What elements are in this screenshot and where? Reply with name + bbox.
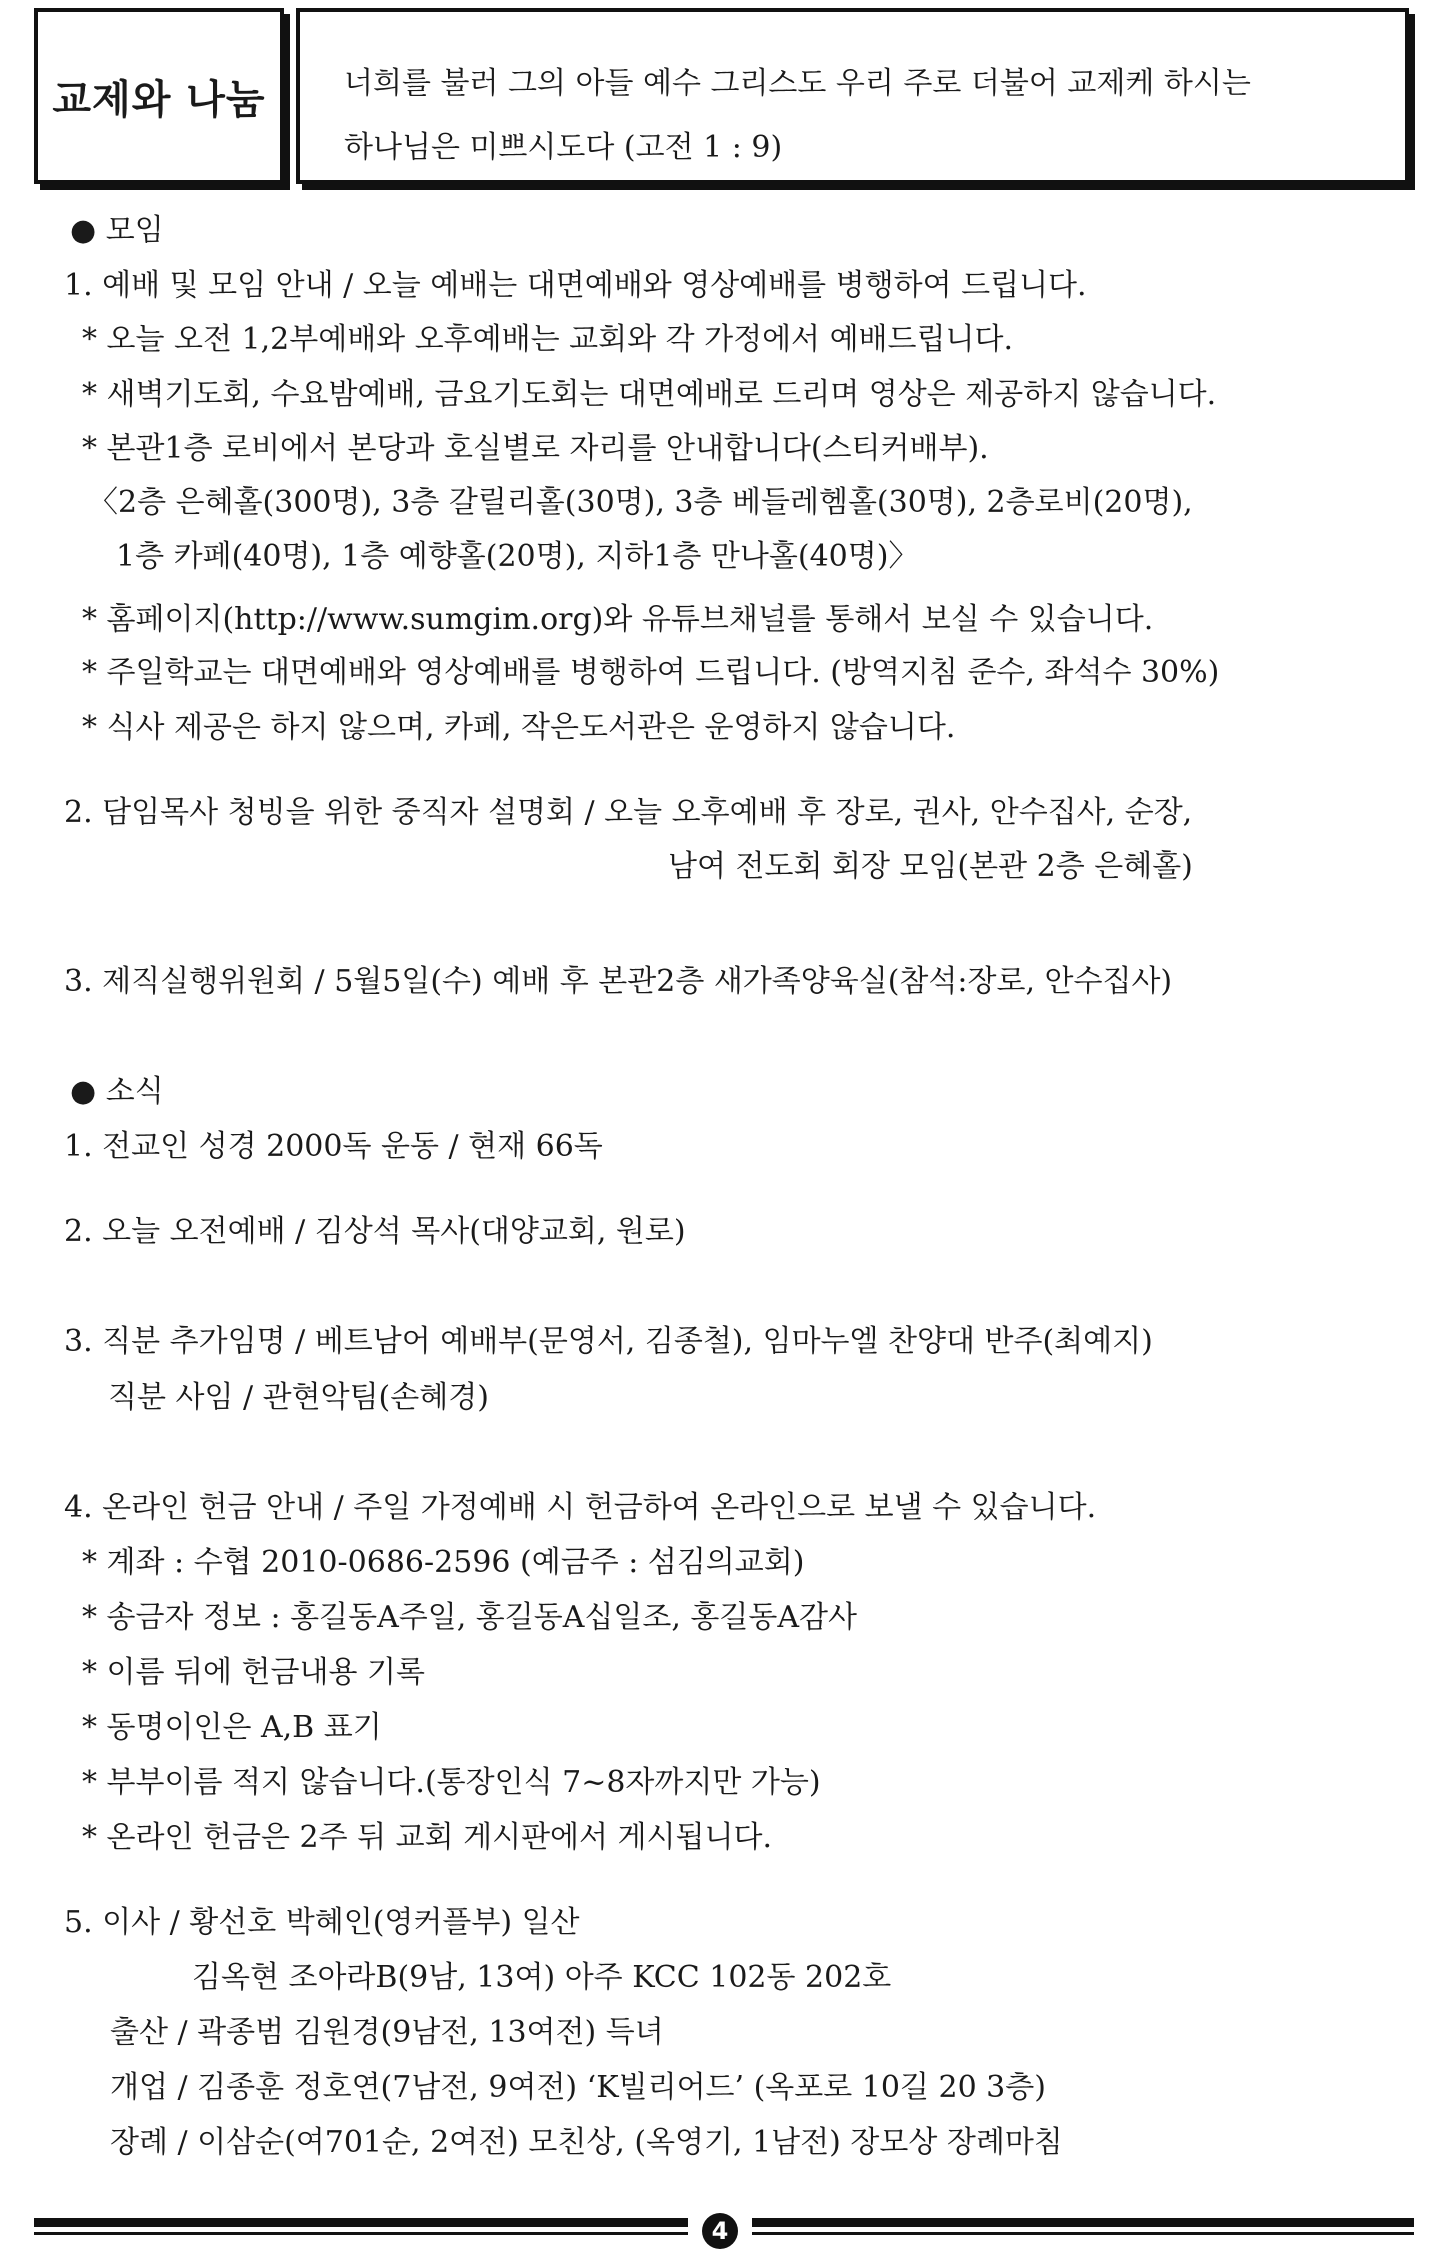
news-item-4-title: 4. 온라인 헌금 안내 / 주일 가정예배 시 헌금하여 온라인으로 보낼 수 있습니다. [64,1490,1097,1525]
scripture-line-1: 너희를 불러 그의 아들 예수 그리스도 우리 주로 더불어 교제케 하시는 [344,66,1251,101]
section-title-box [34,8,284,184]
news-item-5-line: 김옥현 조아라B(9남, 13여) 아주 KCC 102동 202호 [192,1960,892,1995]
news-item-5-line: 개업 / 김종훈 정호연(7남전, 9여전) ‘K빌리어드’ (옥포로 10길 20 3층) [110,2070,1046,2105]
news-item-4-note: * 송금자 정보 : 홍길동A주일, 홍길동A십일조, 홍길동A감사 [82,1600,857,1635]
meeting-item-1-note: * 새벽기도회, 수요밤예배, 금요기도회는 대면예배로 드리며 영상은 제공하지 않습니다. [82,377,1217,412]
meeting-item-2-line-2: 남여 전도회 회장 모임(본관 2층 은혜홀) [668,849,1193,884]
meeting-item-1-note: 1층 카페(40명), 1층 예향홀(20명), 지하1층 만나홀(40명)〉 [116,539,919,574]
meeting-item-3: 3. 제직실행위원회 / 5월5일(수) 예배 후 본관2층 새가족양육실(참석:장로, 안수집사) [64,964,1173,999]
scripture-line-2: 하나님은 미쁘시도다 (고전 1 : 9) [344,130,783,165]
page-number: 4 [702,2213,738,2249]
news-item-4-note: * 이름 뒤에 헌금내용 기록 [82,1655,425,1690]
news-item-4-note: * 온라인 헌금은 2주 뒤 교회 게시판에서 게시됩니다. [82,1820,772,1855]
meetings-heading: ● 모임 [70,213,164,248]
news-item-4-note: * 동명이인은 A,B 표기 [82,1710,382,1745]
meeting-item-1-note: * 식사 제공은 하지 않으며, 카페, 작은도서관은 운영하지 않습니다. [82,710,956,745]
meeting-item-1-note: * 홈페이지(http://www.sumgim.org)와 유튜브채널를 통해서 보실 수 있습니다. [82,602,1154,637]
section-title: 교제와 나눔 [52,76,266,123]
news-item-3-line-1: 3. 직분 추가임명 / 베트남어 예배부(문영서, 김종철), 임마누엘 찬양대 반주(최예지) [64,1324,1153,1359]
meeting-item-1-note: * 본관1층 로비에서 본당과 호실별로 자리를 안내합니다(스티커배부). [82,431,989,466]
news-item-1: 1. 전교인 성경 2000독 운동 / 현재 66독 [64,1129,603,1164]
meeting-item-1-note: * 오늘 오전 1,2부예배와 오후예배는 교회와 각 가정에서 예배드립니다. [82,322,1013,357]
meeting-item-1-title: 1. 예배 및 모임 안내 / 오늘 예배는 대면예배와 영상예배를 병행하여 드립니다. [64,268,1087,303]
news-item-5-line: 5. 이사 / 황선호 박혜인(영커플부) 일산 [64,1905,580,1940]
meeting-item-1-note: 〈2층 은혜홀(300명), 3층 갈릴리홀(30명), 3층 베들레헴홀(30명), 2층로비(20명), [88,485,1193,520]
news-item-5-line: 장례 / 이삼순(여701순, 2여전) 모친상, (옥영기, 1남전) 장모상 장례마침 [110,2125,1063,2160]
news-heading: ● 소식 [70,1074,164,1109]
news-item-3-line-2: 직분 사임 / 관현악팀(손혜경) [108,1380,489,1415]
scripture-box [296,8,1409,184]
meeting-item-1-note: * 주일학교는 대면예배와 영상예배를 병행하여 드립니다. (방역지침 준수, 좌석수 30%) [82,655,1220,690]
news-item-4-note: * 계좌 : 수협 2010-0686-2596 (예금주 : 섬김의교회) [82,1545,805,1580]
news-item-4-note: * 부부이름 적지 않습니다.(통장인식 7~8자까지만 가능) [82,1765,821,1800]
meeting-item-2-line-1: 2. 담임목사 청빙을 위한 중직자 설명회 / 오늘 오후예배 후 장로, 권사, 안수집사, 순장, [64,795,1193,830]
news-item-5-line: 출산 / 곽종범 김원경(9남전, 13여전) 득녀 [110,2015,664,2050]
news-item-2: 2. 오늘 오전예배 / 김상석 목사(대양교회, 원로) [64,1214,686,1249]
